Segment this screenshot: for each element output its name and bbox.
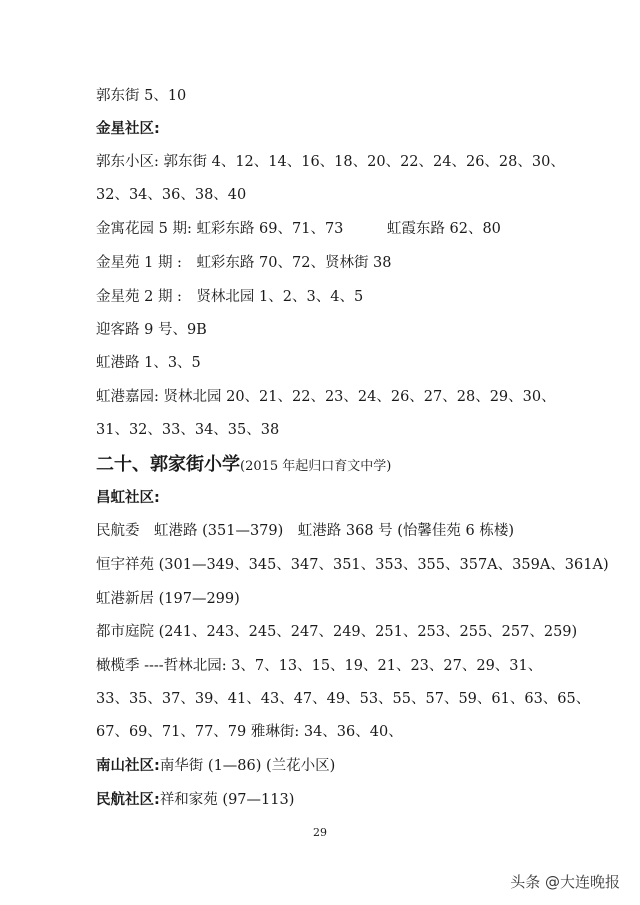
text-line: 恒宇祥苑 (301—349、345、347、351、353、355、357A、359A、361A) bbox=[96, 557, 609, 573]
text-line: 郭东小区: 郭东街 4、12、14、16、18、20、22、24、26、28、30、 bbox=[96, 154, 565, 170]
text-line: 金星苑 2 期 : 贤林北园 1、2、3、4、5 bbox=[96, 289, 364, 305]
community-heading-jinxing: 金星社区: bbox=[96, 121, 160, 137]
page-number: 29 bbox=[313, 826, 327, 839]
section-title: 二十、郭家街小学 bbox=[96, 454, 240, 475]
community-heading-nanshan: 南山社区: bbox=[96, 758, 160, 774]
text-line: 33、35、37、39、41、43、47、49、53、55、57、59、61、63、65、 bbox=[96, 691, 591, 707]
nanshan-line bbox=[96, 756, 335, 776]
section-note: (2015 年起归口育文中学) bbox=[240, 459, 392, 474]
text-line: 31、32、33、34、35、38 bbox=[96, 422, 280, 438]
text-line: 虹港嘉园: 贤林北园 20、21、22、23、24、26、27、28、29、30、 bbox=[96, 389, 556, 405]
text-line: 虹港路 1、3、5 bbox=[96, 355, 201, 371]
community-heading-changhong: 昌虹社区: bbox=[96, 490, 160, 506]
text-line: 金寓花园 5 期: 虹彩东路 69、71、73 虹霞东路 62、80 bbox=[96, 221, 501, 237]
community-heading-minhang: 民航社区: bbox=[96, 792, 160, 808]
nanshan-text: 南华街 (1—86) (兰花小区) bbox=[159, 758, 336, 774]
section-heading bbox=[96, 453, 391, 479]
watermark-text: 头条 @大连晚报 bbox=[510, 873, 620, 891]
minhang-line bbox=[96, 790, 294, 810]
text-line: 32、34、36、38、40 bbox=[96, 187, 247, 203]
minhang-text: 祥和家苑 (97—113) bbox=[159, 792, 295, 808]
text-line: 郭东街 5、10 bbox=[96, 88, 187, 104]
text-line: 金星苑 1 期 : 虹彩东路 70、72、贤林街 38 bbox=[96, 255, 392, 271]
text-line: 都市庭院 (241、243、245、247、249、251、253、255、257、259) bbox=[96, 624, 578, 640]
text-line: 民航委 虹港路 (351—379) 虹港路 368 号 (怡馨佳苑 6 栋楼) bbox=[96, 523, 515, 539]
text-line: 67、69、71、77、79 雅琳街: 34、36、40、 bbox=[96, 724, 403, 740]
text-line: 橄榄季 ----哲林北园: 3、7、13、15、19、21、23、27、29、31、 bbox=[96, 658, 543, 674]
text-line: 迎客路 9 号、9B bbox=[96, 322, 207, 338]
text-line: 虹港新居 (197—299) bbox=[96, 591, 240, 607]
